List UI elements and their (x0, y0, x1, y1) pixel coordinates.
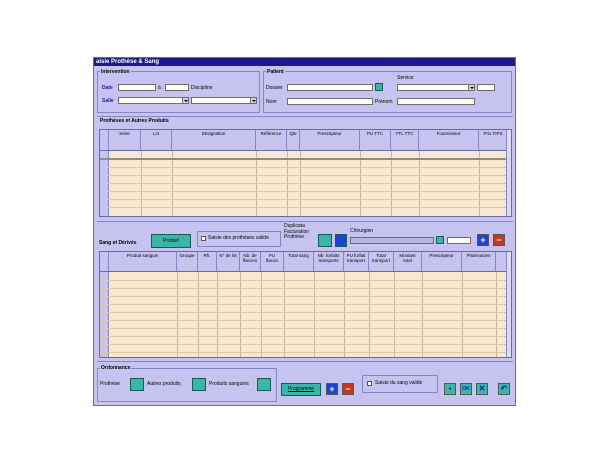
grid-line (100, 344, 511, 345)
patient-label: Patient (267, 69, 284, 75)
col-num-lot: N° de lot (217, 252, 240, 271)
grid-line (100, 288, 511, 289)
ordonnance-group (97, 368, 277, 402)
copy-icon[interactable] (335, 234, 347, 247)
col-qte: Qte (287, 130, 300, 150)
salle-select[interactable] (118, 97, 189, 104)
ordonnance-label: Ordonnance (101, 365, 131, 371)
saisie-protheses-checkbox[interactable] (201, 236, 206, 241)
user-icon[interactable]: ● (444, 383, 456, 395)
chevron-down-icon[interactable] (468, 85, 474, 90)
col-montant-total: Montant total (394, 252, 422, 271)
date-label: Date (102, 85, 113, 91)
prothese-print-button[interactable] (130, 378, 144, 391)
protheses-grid[interactable] (99, 129, 512, 217)
sang-grid-header (100, 252, 511, 272)
grid-line (100, 167, 511, 168)
col-lot: Lot (141, 130, 172, 150)
grid-line (100, 336, 511, 337)
col-designation: Désignation (172, 130, 256, 150)
row-selector-header (100, 130, 109, 150)
a-label: à (158, 85, 161, 91)
col-nb-flacons: Nb. de flacons (240, 252, 261, 271)
duplicata-print-button[interactable] (318, 234, 332, 247)
col-prescripteur: Prescripteur (422, 252, 462, 271)
remove-icon[interactable]: − (493, 234, 505, 246)
separator (97, 116, 513, 117)
grid-line (100, 207, 511, 208)
produits-sanguins-label: Produits sanguins (209, 381, 249, 387)
autres-print-button[interactable] (192, 378, 206, 391)
sang-scrollbar[interactable] (506, 252, 511, 357)
col-pu-flacon: PU flacon (261, 252, 284, 271)
search-chirurgien-button[interactable] (436, 236, 444, 244)
service-select[interactable] (397, 84, 475, 91)
grid-line (100, 175, 511, 176)
grid-line (100, 352, 511, 353)
col-nb-forfaits: Nb. forfaits transports (314, 252, 344, 271)
search-dossier-button[interactable] (375, 83, 383, 91)
dossier-label: Dossier (266, 85, 283, 91)
intervention-group (97, 71, 260, 113)
col-pu-ttc: PU TTC (360, 130, 391, 150)
prenom-input[interactable] (397, 98, 475, 105)
nom-input[interactable] (287, 98, 373, 105)
programme-button[interactable]: Programme (281, 383, 321, 396)
saisie-protheses-label: Saisie des prothèses valide (208, 235, 269, 241)
col-fournisseur: Fournisseur (419, 130, 479, 150)
undo-icon[interactable]: ↶ (498, 383, 510, 395)
col-rh: Rh. (198, 252, 217, 271)
chevron-down-icon[interactable] (182, 98, 188, 103)
produit-button[interactable]: Produit (151, 234, 191, 248)
main-window (93, 57, 516, 406)
saisie-sang-checkbox[interactable] (367, 381, 372, 386)
saisie-sang-label: Saisie du sang valide (375, 380, 423, 386)
protheses-grid-header (100, 130, 511, 151)
add-icon[interactable]: + (477, 234, 489, 246)
col-pharmacien: Pharmacien (462, 252, 496, 271)
autres-produits-label: Autres produits (147, 381, 181, 387)
sang-grid[interactable] (99, 251, 512, 358)
discipline-select[interactable] (191, 97, 257, 104)
prenom-label: Prénom (375, 99, 393, 105)
ok-button[interactable]: OK (460, 383, 472, 395)
grid-line (100, 191, 511, 192)
grid-line (100, 296, 511, 297)
chirurgien-label: Chirurgien (350, 228, 374, 234)
row-selector-header (100, 252, 109, 271)
col-total-sang: Total sang (284, 252, 314, 271)
col-serie: Série (109, 130, 141, 150)
discipline-label: Discipline (191, 85, 213, 91)
grid-line (100, 320, 511, 321)
col-ttl-ttc: TTL TTC (391, 130, 419, 150)
service-code-input[interactable] (477, 84, 495, 91)
grid-line (100, 199, 511, 200)
col-prix-tips: Prix TIPS (479, 130, 508, 150)
protheses-section-label: Prothèses et Autres Produits (100, 118, 169, 124)
date-input[interactable] (118, 84, 156, 91)
col-produit-sanguin: Produit sanguin (109, 252, 177, 271)
add-icon[interactable]: + (326, 383, 338, 395)
col-prescripteur: Prescripteur (300, 130, 360, 150)
time-input[interactable] (165, 84, 189, 91)
sanguins-print-button[interactable] (257, 378, 271, 391)
patient-group (263, 71, 512, 113)
prothese-label: Prothèse (100, 381, 121, 387)
close-icon[interactable]: ✕ (476, 383, 488, 395)
grid-line (100, 183, 511, 184)
remove-icon[interactable]: − (342, 383, 354, 395)
chirurgien-input[interactable] (350, 237, 434, 244)
service-label: Service (397, 75, 414, 81)
grid-line (100, 280, 511, 281)
col-groupe: Groupe (177, 252, 198, 271)
col-pu-forfait: PU forfait transport (344, 252, 369, 271)
grid-line (100, 312, 511, 313)
separator (97, 221, 513, 222)
dossier-input[interactable] (287, 84, 373, 91)
grid-line (100, 328, 511, 329)
col-total-transport: Total transport (369, 252, 394, 271)
chevron-down-icon[interactable] (250, 98, 256, 103)
grid-line (100, 304, 511, 305)
window-title: aisie Prothèse & Sang (94, 58, 515, 66)
intervention-label: Intervention (101, 69, 130, 75)
separator (97, 361, 513, 362)
sang-section-label: Sang et Dérivés (99, 240, 137, 246)
current-row-line (100, 158, 511, 160)
protheses-scrollbar[interactable] (506, 130, 511, 216)
nom-label: Nom (266, 99, 277, 105)
duplicata-label: Duplicata Facturation Prothèse (284, 223, 310, 240)
salle-label: Salle (102, 98, 114, 104)
col-reference: Référence (256, 130, 287, 150)
chirurgien-code-input[interactable] (447, 237, 471, 244)
